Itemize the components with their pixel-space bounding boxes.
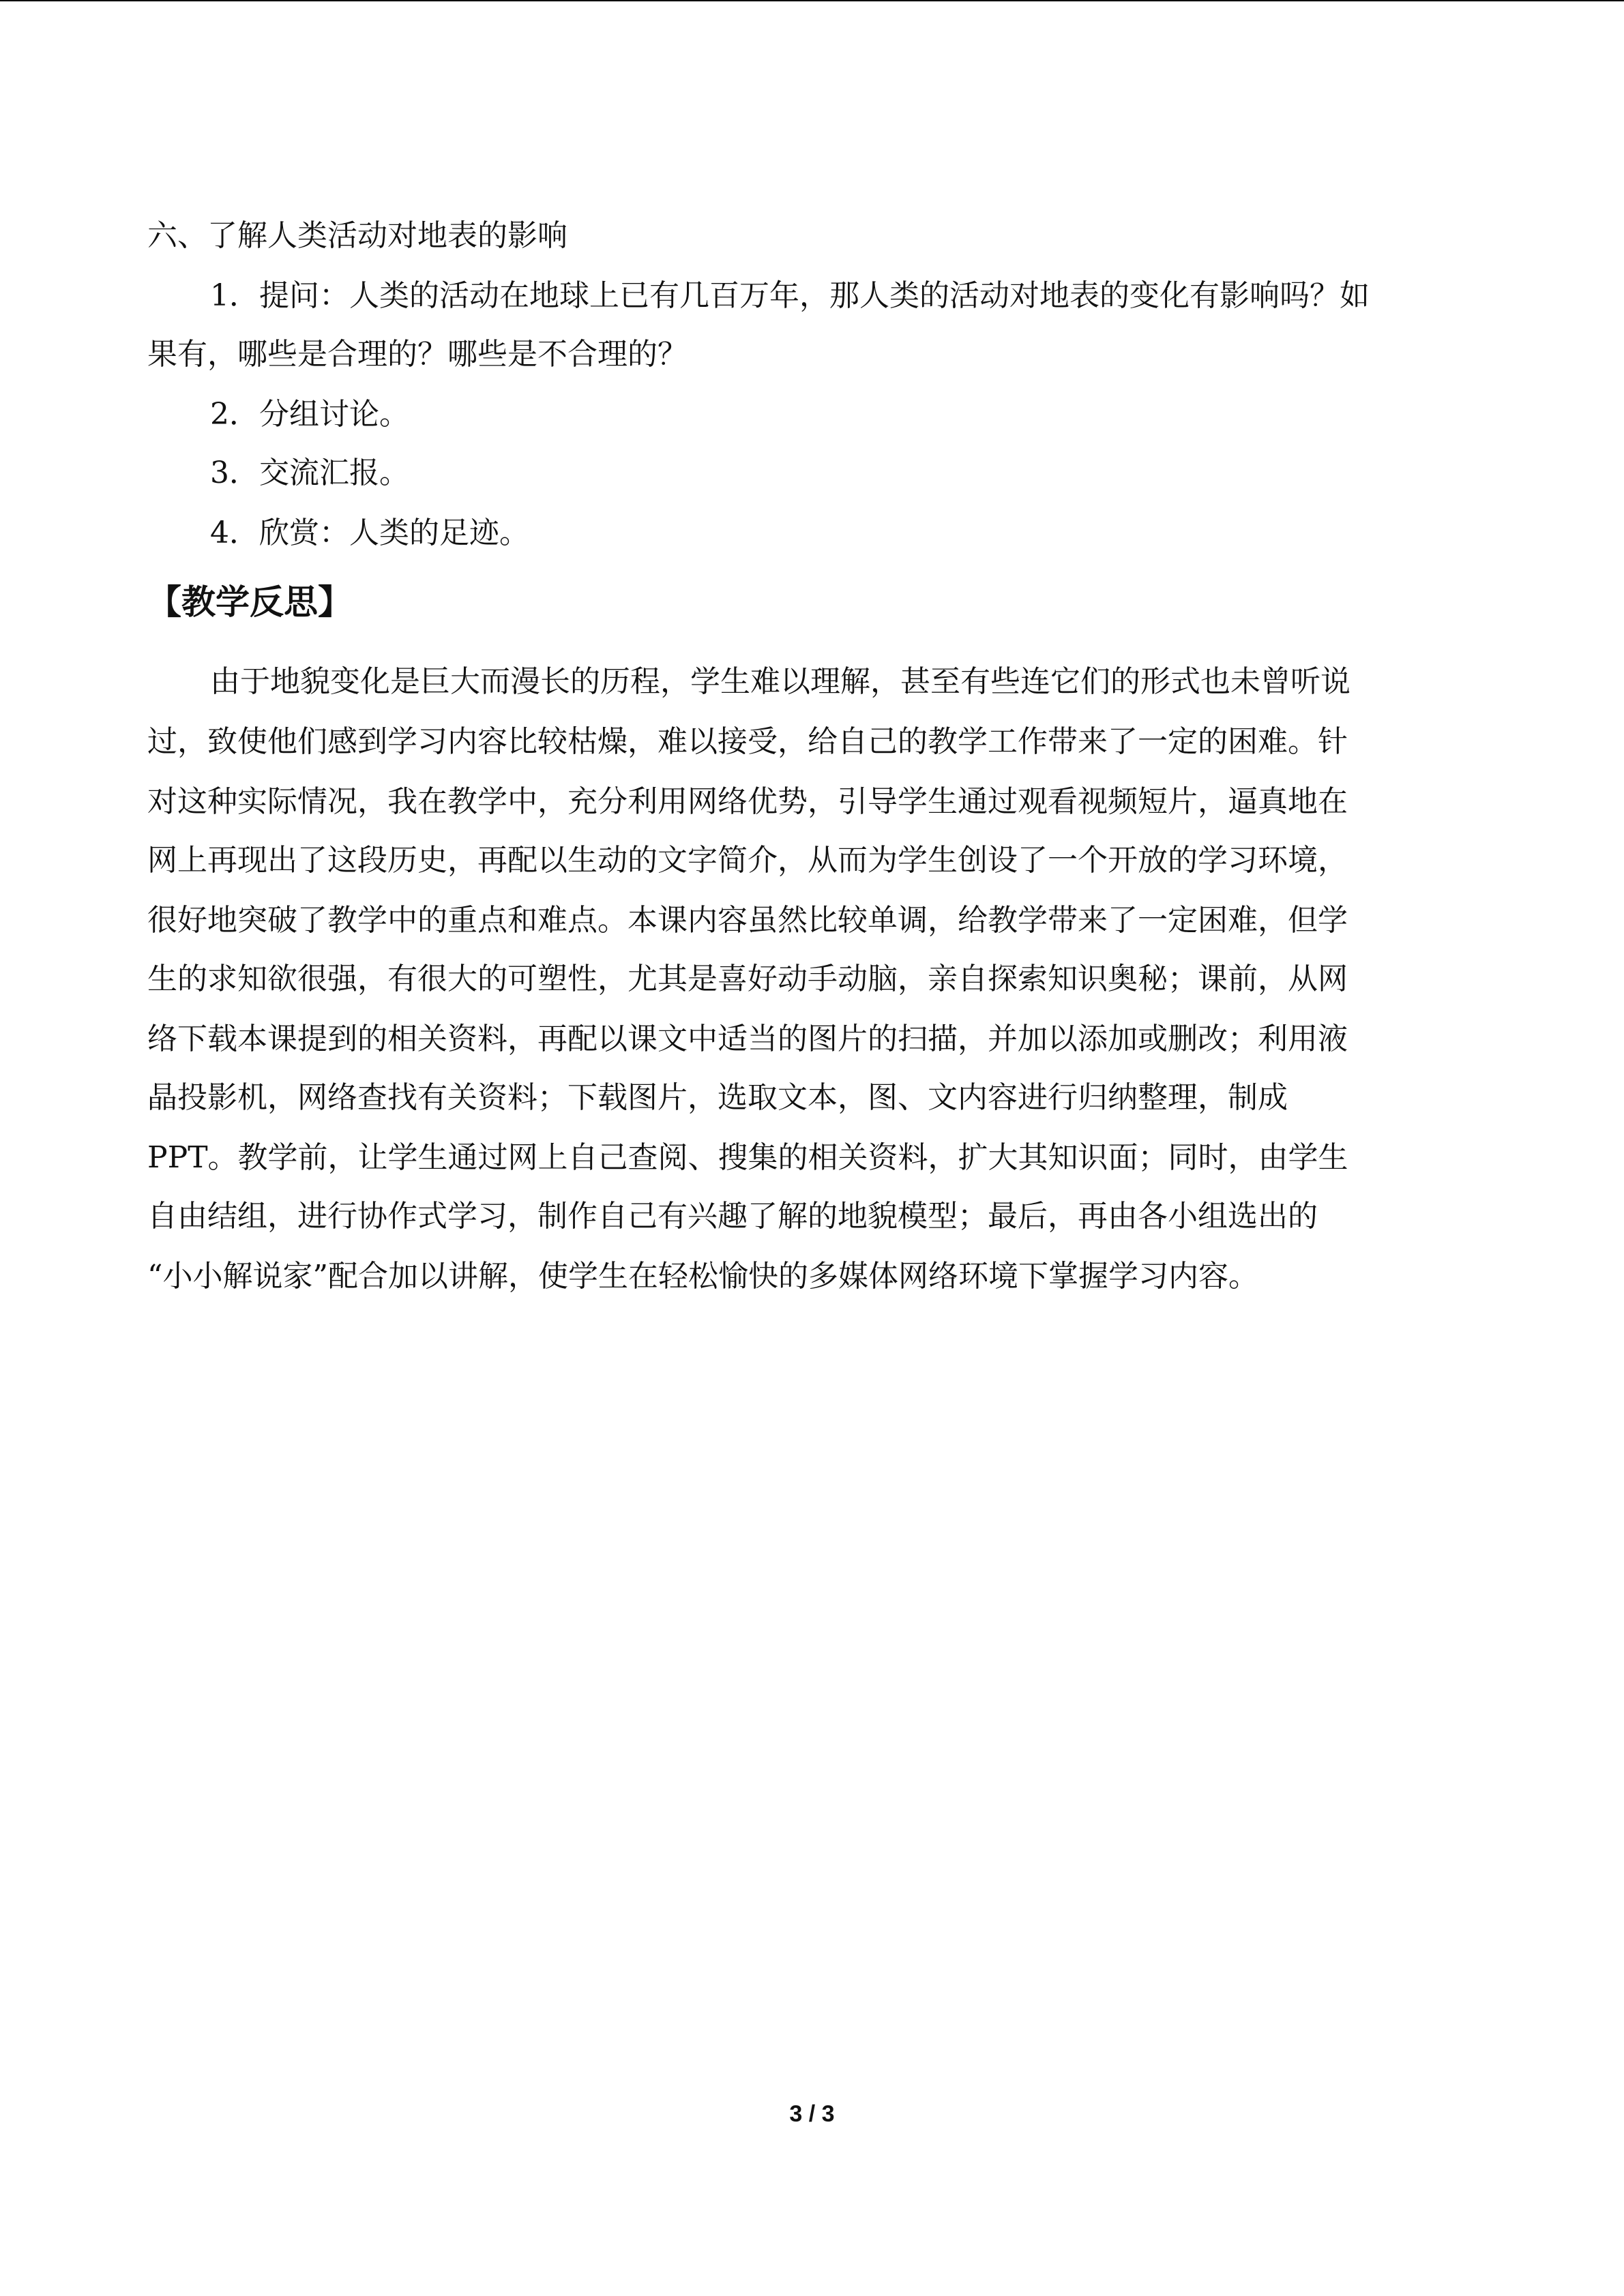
- reflection-line: “小小解说家”配合加以讲解，使学生在轻松愉快的多媒体网络环境下掌握学习内容。: [147, 1259, 1258, 1294]
- reflection-line: 过，致使他们感到学习内容比较枯燥，难以接受，给自己的教学工作带来了一定的困难。针: [147, 724, 1348, 759]
- reflection-line: PPT。教学前，让学生通过网上自己查阅、搜集的相关资料，扩大其知识面；同时，由学生: [147, 1140, 1348, 1175]
- reflection-line: 由于地貌变化是巨大而漫长的历程，学生难以理解，甚至有些连它们的形式也未曾听说: [210, 664, 1350, 699]
- reflection-heading: 【教学反思】: [147, 582, 352, 622]
- item2-text: 2．分组讨论。: [210, 397, 409, 432]
- reflection-line: 自由结组，进行协作式学习，制作自己有兴趣了解的地貌模型；最后，再由各小组选出的: [147, 1199, 1318, 1234]
- reflection-line: 生的求知欲很强，有很大的可塑性，尤其是喜好动手动脑，亲自探索知识奥秘；课前，从网: [147, 961, 1348, 996]
- top-border-line: [0, 0, 1624, 1]
- item1-line2: 果有，哪些是合理的？哪些是不合理的？: [147, 337, 688, 372]
- item4-text: 4．欣赏：人类的足迹。: [210, 516, 529, 550]
- reflection-line: 很好地突破了教学中的重点和难点。本课内容虽然比较单调，给教学带来了一定困难，但学: [147, 903, 1348, 938]
- reflection-line: 络下载本课提到的相关资料，再配以课文中适当的图片的扫描，并加以添加或删改；利用液: [147, 1022, 1348, 1056]
- page-number: 3 / 3: [789, 2101, 835, 2127]
- section-six-title: 六、了解人类活动对地表的影响: [147, 218, 567, 253]
- reflection-line: 晶投影机，网络查找有关资料；下载图片，选取文本，图、文内容进行归纳整理，制成: [147, 1080, 1288, 1115]
- item1-line1: 1．提问：人类的活动在地球上已有几百万年，那人类的活动对地表的变化有影响吗？如: [210, 278, 1370, 313]
- reflection-line: 网上再现出了这段历史，再配以生动的文字简介，从而为学生创设了一个开放的学习环境，: [147, 843, 1348, 878]
- reflection-line: 对这种实际情况，我在教学中，充分利用网络优势，引导学生通过观看视频短片，逼真地在: [147, 784, 1348, 819]
- item3-text: 3．交流汇报。: [210, 456, 409, 490]
